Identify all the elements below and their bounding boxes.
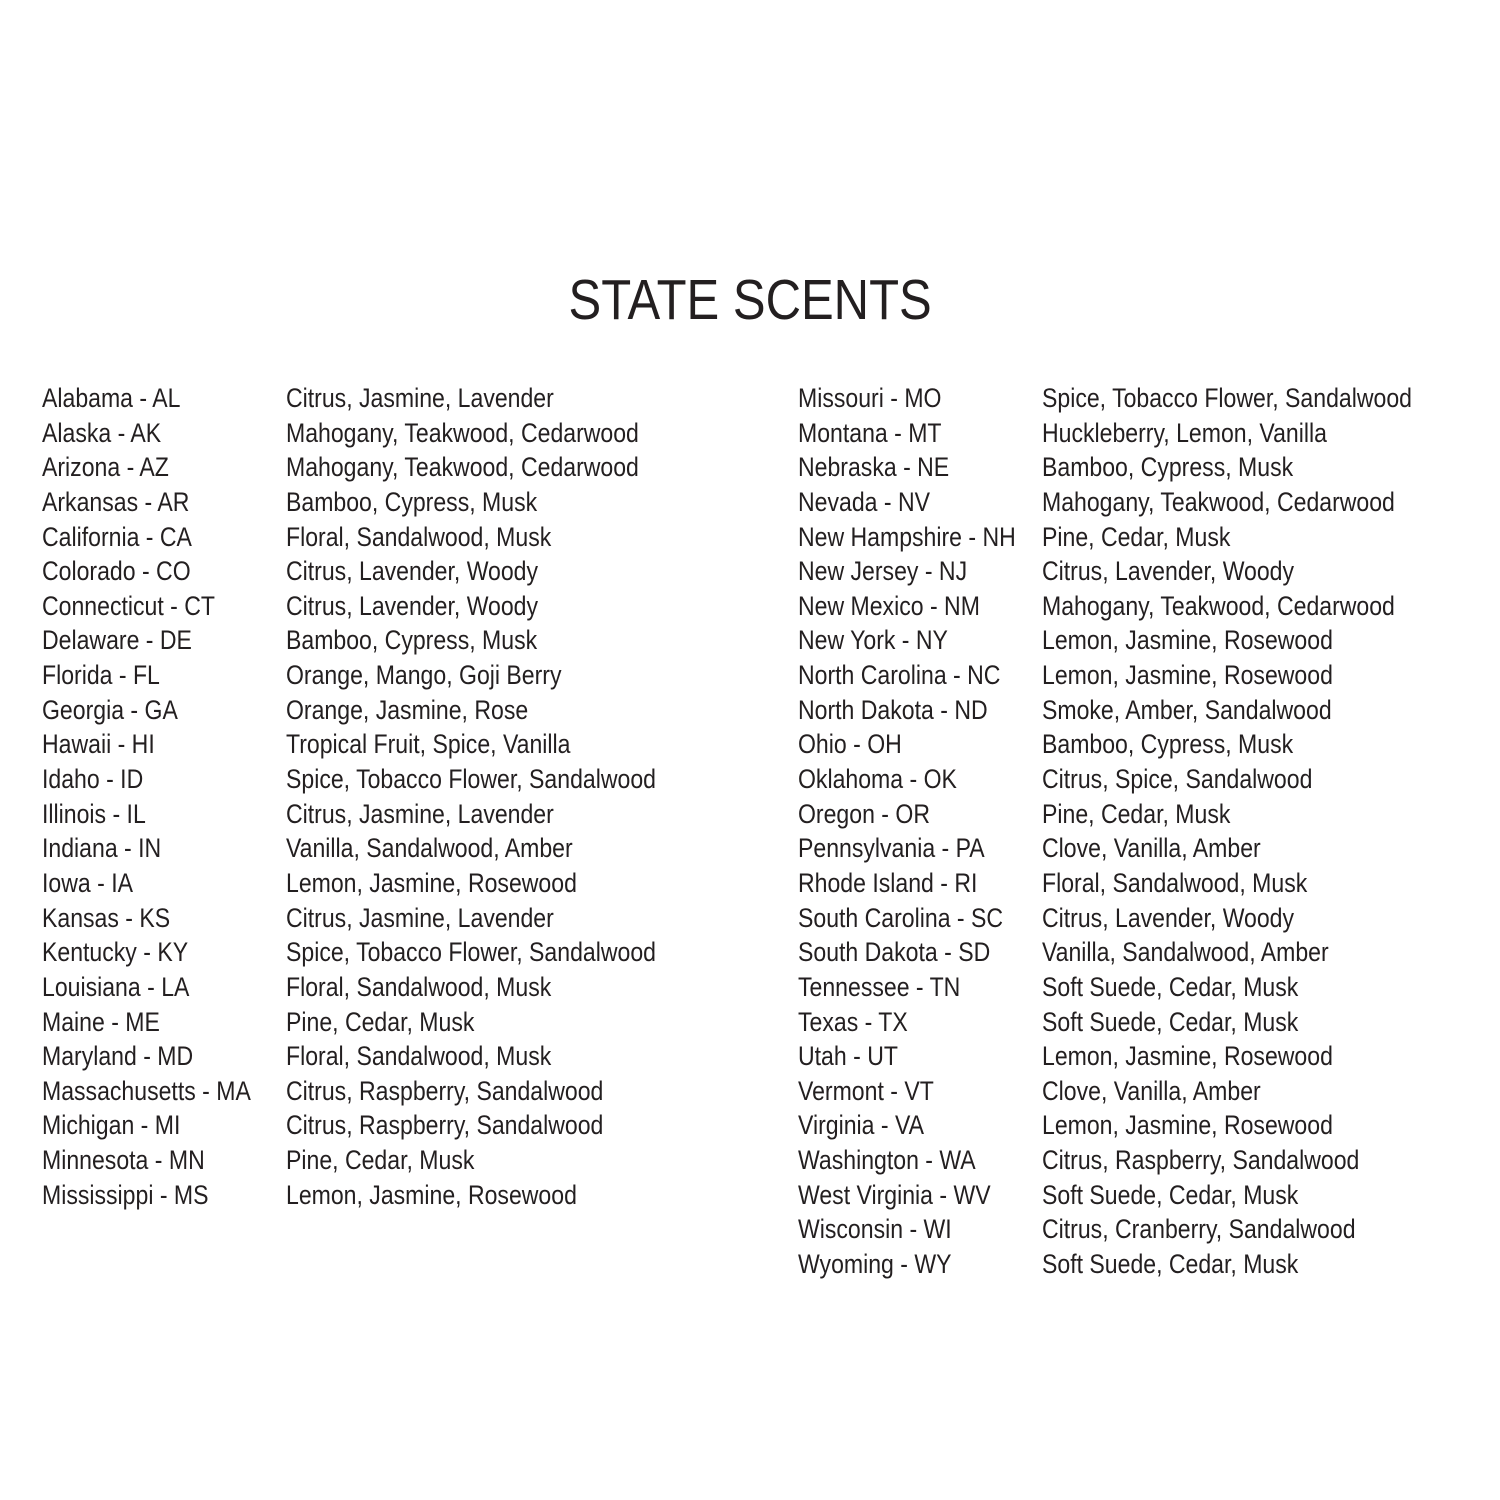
state-name: Washington - WA (798, 1145, 976, 1176)
state-name: Kansas - KS (42, 902, 171, 933)
scent-list: Floral, Sandalwood, Musk (286, 1041, 552, 1072)
scent-list: Huckleberry, Lemon, Vanilla (1042, 417, 1327, 448)
scent-list: Soft Suede, Cedar, Musk (1042, 1179, 1299, 1210)
scent-list: Clove, Vanilla, Amber (1042, 1075, 1261, 1106)
state-name: Illinois - IL (42, 798, 146, 829)
state-name: California - CA (42, 521, 192, 552)
scent-list: Floral, Sandalwood, Musk (1042, 867, 1308, 898)
state-name: Alabama - AL (42, 383, 181, 413)
state-name: Connecticut - CT (42, 590, 215, 621)
state-name: Wyoming - WY (798, 1249, 952, 1280)
state-name: Colorado - CO (42, 556, 191, 587)
scent-list: Pine, Cedar, Musk (286, 1145, 475, 1176)
scent-list: Soft Suede, Cedar, Musk (1042, 971, 1299, 1002)
state-name: Mississippi - MS (42, 1179, 209, 1210)
scent-list: Bamboo, Cypress, Musk (286, 486, 538, 517)
state-name: Massachusetts - MA (42, 1075, 251, 1106)
state-name: Delaware - DE (42, 625, 192, 656)
state-name: New Hampshire - NH (798, 521, 1016, 552)
scent-list: Mahogany, Teakwood, Cedarwood (1042, 486, 1395, 517)
scent-list: Citrus, Raspberry, Sandalwood (286, 1110, 604, 1141)
scent-list: Citrus, Raspberry, Sandalwood (286, 1075, 604, 1106)
scent-list: Vanilla, Sandalwood, Amber (1042, 937, 1329, 968)
scent-list: Orange, Jasmine, Rose (286, 694, 529, 725)
state-name: Louisiana - LA (42, 971, 190, 1002)
scent-list: Lemon, Jasmine, Rosewood (1042, 1041, 1333, 1072)
scent-list: Floral, Sandalwood, Musk (286, 521, 552, 552)
scent-list: Spice, Tobacco Flower, Sandalwood (286, 937, 656, 968)
scent-list: Spice, Tobacco Flower, Sandalwood (286, 764, 656, 795)
state-name: Virginia - VA (798, 1110, 925, 1141)
state-name: Hawaii - HI (42, 729, 155, 760)
scent-list: Smoke, Amber, Sandalwood (1042, 694, 1332, 725)
scent-list: Orange, Mango, Goji Berry (286, 660, 562, 691)
scent-list: Lemon, Jasmine, Rosewood (1042, 625, 1333, 656)
scent-list: Bamboo, Cypress, Musk (1042, 452, 1294, 483)
page-title (0, 268, 1500, 333)
scent-list: Citrus, Jasmine, Lavender (286, 902, 554, 933)
state-name: Pennsylvania - PA (798, 833, 985, 864)
scent-list: Lemon, Jasmine, Rosewood (1042, 660, 1333, 691)
scent-list: Citrus, Raspberry, Sandalwood (1042, 1145, 1360, 1176)
state-name: Wisconsin - WI (798, 1214, 952, 1245)
scent-list: Bamboo, Cypress, Musk (1042, 729, 1294, 760)
page-title-text: STATE SCENTS (568, 268, 932, 333)
state-name: Montana - MT (798, 417, 942, 448)
state-name: Texas - TX (798, 1006, 908, 1037)
scent-list: Mahogany, Teakwood, Cedarwood (1042, 590, 1395, 621)
state-name: Indiana - IN (42, 833, 162, 864)
state-name: Arizona - AZ (42, 452, 169, 483)
state-name: Kentucky - KY (42, 937, 189, 968)
state-name: North Dakota - ND (798, 694, 988, 725)
state-name: Rhode Island - RI (798, 867, 978, 898)
state-name: Arkansas - AR (42, 486, 190, 517)
scent-list: Mahogany, Teakwood, Cedarwood (286, 452, 639, 483)
state-name: New Jersey - NJ (798, 556, 968, 587)
state-name: Vermont - VT (798, 1075, 934, 1106)
scent-list: Floral, Sandalwood, Musk (286, 971, 552, 1002)
state-name: Maryland - MD (42, 1041, 194, 1072)
scent-list: Citrus, Jasmine, Lavender (286, 798, 554, 829)
state-name: New Mexico - NM (798, 590, 980, 621)
scent-list: Citrus, Lavender, Woody (286, 590, 539, 621)
scent-list: Citrus, Jasmine, Lavender (286, 383, 554, 413)
state-name: Nebraska - NE (798, 452, 950, 483)
state-name: Tennessee - TN (798, 971, 961, 1002)
state-name: Maine - ME (42, 1006, 160, 1037)
state-name: Nevada - NV (798, 486, 930, 517)
scent-list: Spice, Tobacco Flower, Sandalwood (1042, 383, 1412, 413)
state-name: Ohio - OH (798, 729, 902, 760)
state-name: Georgia - GA (42, 694, 178, 725)
scent-list: Tropical Fruit, Spice, Vanilla (286, 729, 571, 760)
state-name: Iowa - IA (42, 867, 133, 898)
scent-list: Vanilla, Sandalwood, Amber (286, 833, 573, 864)
state-name: Oklahoma - OK (798, 764, 957, 795)
state-name: Minnesota - MN (42, 1145, 205, 1176)
state-name: North Carolina - NC (798, 660, 1001, 691)
scent-list: Citrus, Lavender, Woody (1042, 902, 1295, 933)
state-name: Alaska - AK (42, 417, 162, 448)
state-name: Idaho - ID (42, 764, 144, 795)
state-name: South Dakota - SD (798, 937, 991, 968)
state-name: Florida - FL (42, 660, 160, 691)
scent-list: Citrus, Lavender, Woody (286, 556, 539, 587)
state-name: Michigan - MI (42, 1110, 181, 1141)
scent-list: Lemon, Jasmine, Rosewood (1042, 1110, 1333, 1141)
state-name: West Virginia - WV (798, 1179, 991, 1210)
scent-list: Soft Suede, Cedar, Musk (1042, 1006, 1299, 1037)
scent-list: Bamboo, Cypress, Musk (286, 625, 538, 656)
scent-list: Pine, Cedar, Musk (286, 1006, 475, 1037)
state-name: Utah - UT (798, 1041, 898, 1072)
state-name: Oregon - OR (798, 798, 930, 829)
state-name: Missouri - MO (798, 383, 942, 413)
scent-list: Citrus, Lavender, Woody (1042, 556, 1295, 587)
scent-list: Soft Suede, Cedar, Musk (1042, 1249, 1299, 1280)
scent-list: Citrus, Cranberry, Sandalwood (1042, 1214, 1356, 1245)
scent-list: Lemon, Jasmine, Rosewood (286, 867, 577, 898)
state-name: South Carolina - SC (798, 902, 1004, 933)
scent-list: Clove, Vanilla, Amber (1042, 833, 1261, 864)
scent-list: Citrus, Spice, Sandalwood (1042, 764, 1313, 795)
scent-list: Pine, Cedar, Musk (1042, 798, 1231, 829)
state-name: New York - NY (798, 625, 948, 656)
scent-list: Mahogany, Teakwood, Cedarwood (286, 417, 639, 448)
scent-list: Lemon, Jasmine, Rosewood (286, 1179, 577, 1210)
scent-list: Pine, Cedar, Musk (1042, 521, 1231, 552)
